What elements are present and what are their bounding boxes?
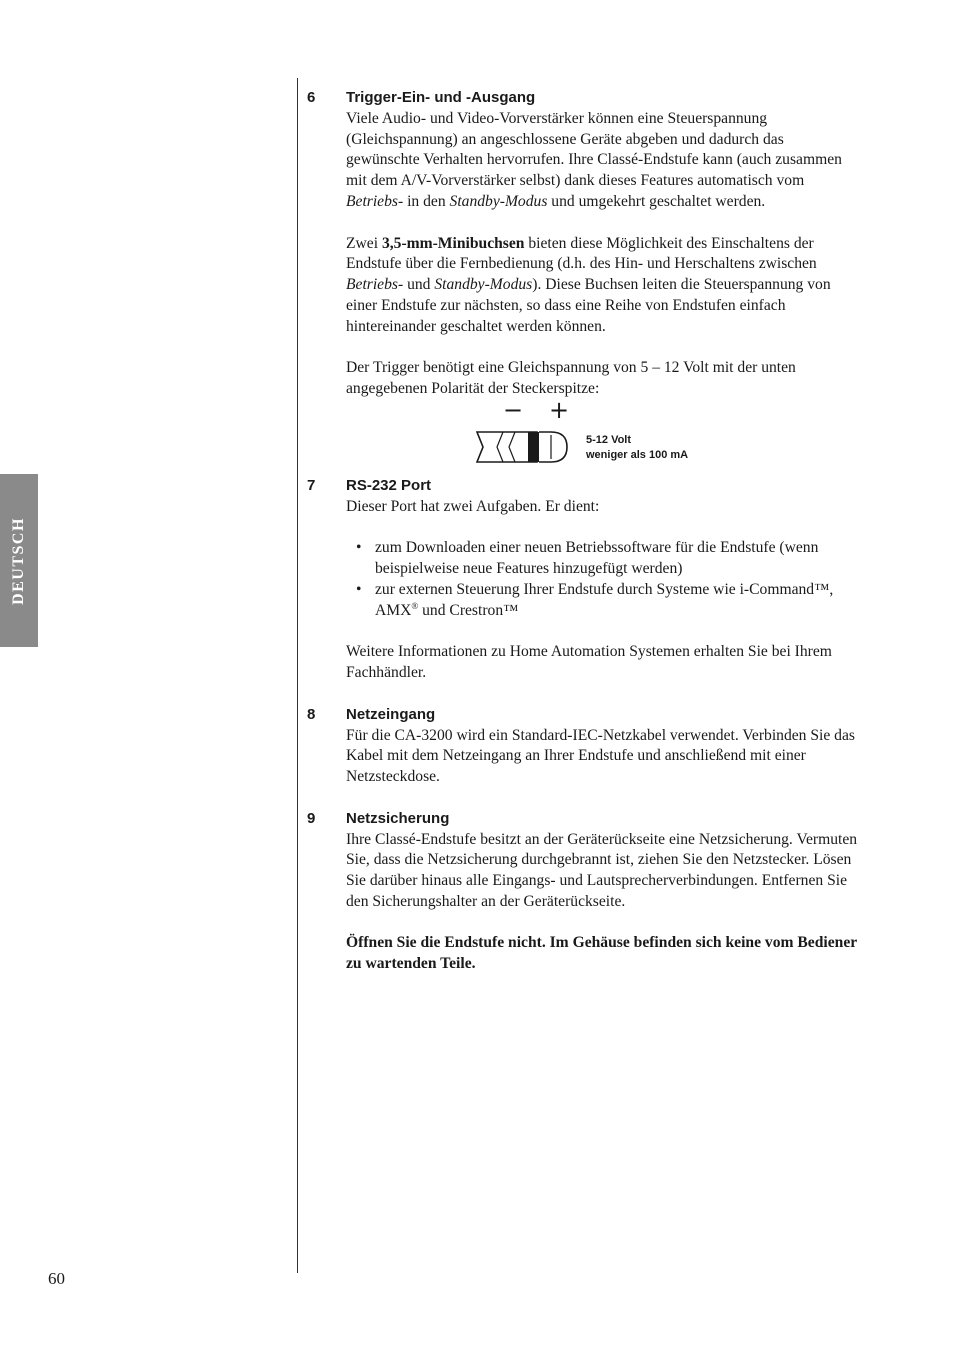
page-number: 60 — [48, 1269, 65, 1288]
section-title: Netzeingang — [346, 705, 436, 723]
plus-sign: + — [549, 395, 570, 424]
paragraph: Für die CA-3200 wird ein Standard-IEC-Netzkabel verwendet. Verbinden Sie das Kabel mit dem Netzeingang an Ihrer Endstufe und anschließend mit einer Netzsteckdose. — [346, 726, 855, 786]
paragraph: Ihre Classé-Endstufe besitzt an der Geräterückseite eine Netzsicherung. Vermuten Sie, dass die Netzsicherung durchgebrannt ist, ziehen Sie den Netzstecker. Lösen Sie darüber hinaus alle Eingangs- und Lautsprecherverbindungen. Entfernen Sie den Sicherungshalter an der Geräterückseite. — [346, 830, 858, 910]
language-tab-label: DEUTSCH — [10, 516, 27, 605]
section-rs232 — [307, 476, 859, 684]
vertical-divider — [297, 78, 298, 1273]
section-number: 6 — [307, 89, 316, 106]
list-item: • zum Downloaden einer neuen Betriebssoftware für die Endstufe (wenn beispielweise neue Features hinzugefügt werden) — [356, 539, 819, 578]
minus-sign: − — [503, 395, 524, 424]
paragraph: Weitere Informationen zu Home Automation Systemen erhalten Sie bei Ihrem Fachhändler. — [346, 643, 832, 682]
section-title: Trigger-Ein- und -Ausgang — [346, 89, 536, 106]
list-item: • zur externen Steuerung Ihrer Endstufe durch Systeme wie i-Command™, AMX® und Crestron™ — [356, 580, 834, 619]
paragraph: Viele Audio- und Video-Vorverstärker können eine Steuerspannung (Gleichspannung) an angeschlossene Geräte abgeben und dadurch das gewünschte Verhalten hervorrufen. Ihre Classé-Endstufe kann (auch zusammen mit dem A/V-Vorverstärker selbst) dank dieses Features automatisch vom Betriebs- in den Standby-Modus und umgekehrt geschaltet werden. — [346, 109, 842, 210]
paragraph: Zwei 3,5-mm-Minibuchsen bieten diese Möglichkeit des Einschaltens der Endstufe über die Fernbedienung (d.h. des Hin- und Herschaltens zwischen Betriebs- und Standby-Modus). Diese Buchsen leiten die Steuerspannung von einer Endstufe zur nächsten, so dass eine Reihe von Endstufen einfach hintereinander geschaltet werden können. — [346, 234, 831, 335]
warning-text: Öffnen Sie die Endstufe nicht. Im Gehäuse befinden sich keine vom Bediener zu wartenden Teile. — [346, 934, 857, 973]
section-power-input — [307, 705, 859, 788]
bullet-list — [346, 538, 859, 621]
language-tab — [0, 474, 38, 647]
current-label: weniger als 100 mA — [586, 448, 689, 461]
plug-icon — [475, 402, 585, 476]
voltage-label: 5-12 Volt — [586, 433, 632, 446]
paragraph: Der Trigger benötigt eine Gleichspannung von 5 – 12 Volt mit der unten angegebenen Polarität der Steckerspitze: — [346, 359, 796, 398]
section-fuse — [307, 809, 859, 975]
main-content — [307, 88, 859, 975]
section-title: RS-232 Port — [346, 476, 432, 494]
section-number: 9 — [307, 809, 316, 827]
section-number: 8 — [307, 705, 316, 723]
paragraph: Dieser Port hat zwei Aufgaben. Er dient: — [346, 497, 600, 515]
section-number: 7 — [307, 476, 316, 494]
section-title: Netzsicherung — [346, 809, 450, 827]
plug-polarity-figure — [346, 395, 859, 476]
section-trigger — [307, 88, 859, 476]
